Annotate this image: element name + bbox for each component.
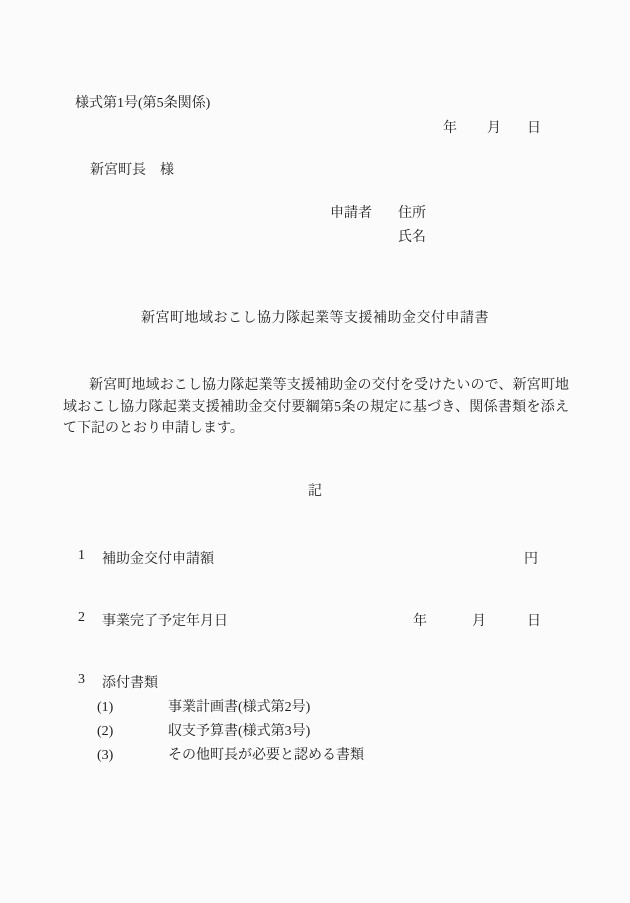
sub-item2-label: 収支予算書(様式第3号) [168,724,311,739]
date-day-label: 日 [527,121,541,136]
form-number: 様式第1号(第5条関係) [75,96,211,111]
record-marker: 記 [308,484,322,499]
item2-number: 2 [78,610,85,625]
sub-item2-number: (2) [97,724,114,739]
sub-item1-label: 事業計画書(様式第2号) [168,700,311,715]
document-title: 新宮町地域おこし協力隊起業等支援補助金交付申請書 [141,311,489,326]
item1-number: 1 [78,548,85,563]
addressee: 新宮町長 様 [90,163,174,178]
attached-doc-other [97,744,364,764]
item1-label: 補助金交付申請額 [102,552,214,567]
item2-label: 事業完了予定年月日 [102,614,228,629]
item2-day-label: 日 [527,614,541,629]
applicant-label: 申請者 [330,206,372,221]
sub-item3-label: その他町長が必要と認める書類 [168,748,364,763]
item1-yen-unit: 円 [524,552,538,567]
body-paragraph: 新宮町地域おこし協力隊起業等支援補助金の交付を受けたいので、新宮町地域おこし協力隊起業支援補助金交付要綱第5条の規定に基づき、関係書類を添えて下記のとおり申請します。 [63,378,569,436]
item2-month-label: 月 [472,614,486,629]
attached-doc-business-plan [97,696,310,716]
item3-label: 添付書類 [102,676,158,691]
date-year-label: 年 [443,121,457,136]
date-month-label: 月 [487,121,501,136]
sub-item1-number: (1) [97,700,114,715]
item2-year-label: 年 [413,614,427,629]
applicant-name-label: 氏名 [398,230,426,245]
sub-item3-number: (3) [97,748,114,763]
applicant-address-label: 住所 [398,206,426,221]
item3-number: 3 [78,672,85,687]
attached-doc-budget [97,720,310,740]
